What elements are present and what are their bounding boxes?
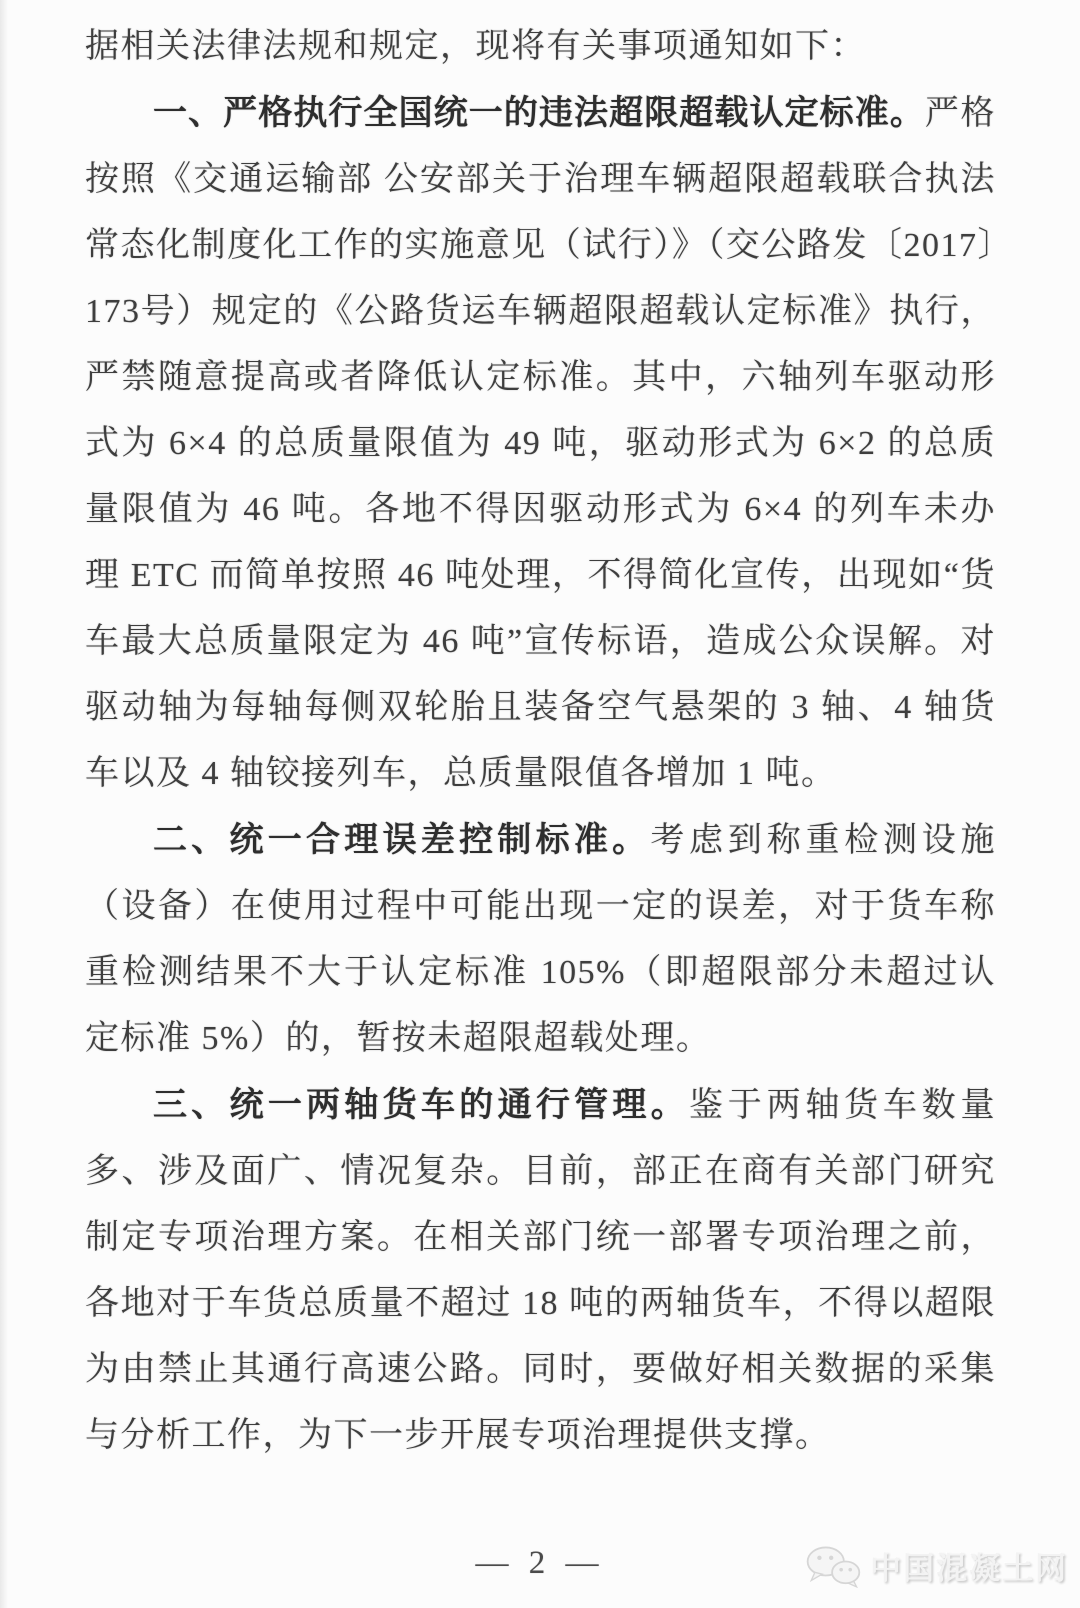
section-3-body: 鉴于两轴货车数量多、涉及面广、情况复杂。目前，部正在商有关部门研究制定专项治理方案。在相关部门统一部署专项治理之前，各地对于车货总质量不超过 18 吨的两轴货车，不得以超限为由禁止其通行高速公路。同时，要做好相关数据的采集与分析工作，为下一步开展专项治理提供支撑。 [85, 1087, 996, 1454]
section-paragraph-1 [85, 80, 996, 807]
section-paragraph-3 [85, 1072, 996, 1469]
section-2-body: 考虑到称重检测设施（设备）在使用过程中可能出现一定的误差，对于货车称重检测结果不大于认定标准 105%（即超限部分未超过认定标准 5%）的，暂按未超限超载处理。 [85, 822, 997, 1057]
intro-text: 据相关法律法规和规定，现将有关事项通知如下： [85, 28, 866, 65]
section-paragraph-2 [85, 807, 996, 1072]
wechat-icon [804, 1544, 862, 1588]
document-body [85, 14, 996, 1469]
section-1-body: 严格按照《交通运输部 公安部关于治理车辆超限超载联合执法常态化制度化工作的实施意见（试行）》（交公路发〔2017〕173号）规定的《公路货运车辆超限超载认定标准》执行，严禁随意提高或者降低认定标准。其中，六轴列车驱动形式为 6×4 的总质量限值为 49 吨，驱动形式为 6×2 的总质量限值为 46 吨。各地不得因驱动形式为 6×4 的列车未办理 ETC 而简单按照 46 吨处理，不得简化宣传，出现如“货车最大总质量限定为 46 吨”宣传标语，造成公众误解。对驱动轴为每轴每侧双轮胎且装备空气悬架的 3 轴、4 轴货车以及 4 轴铰接列车，总质量限值各增加 1 吨。 [85, 95, 997, 792]
section-2-heading: 二、统一合理误差控制标准。 [153, 821, 651, 859]
watermark [804, 1543, 1068, 1588]
page-number: — 2 — [475, 1545, 605, 1581]
section-1-heading: 一、严格执行全国统一的违法超限超载认定标准。 [153, 94, 925, 132]
intro-paragraph [85, 14, 996, 80]
watermark-label: 中国混凝土网 [870, 1551, 1068, 1586]
section-3-heading: 三、统一两轴货车的通行管理。 [153, 1086, 689, 1124]
